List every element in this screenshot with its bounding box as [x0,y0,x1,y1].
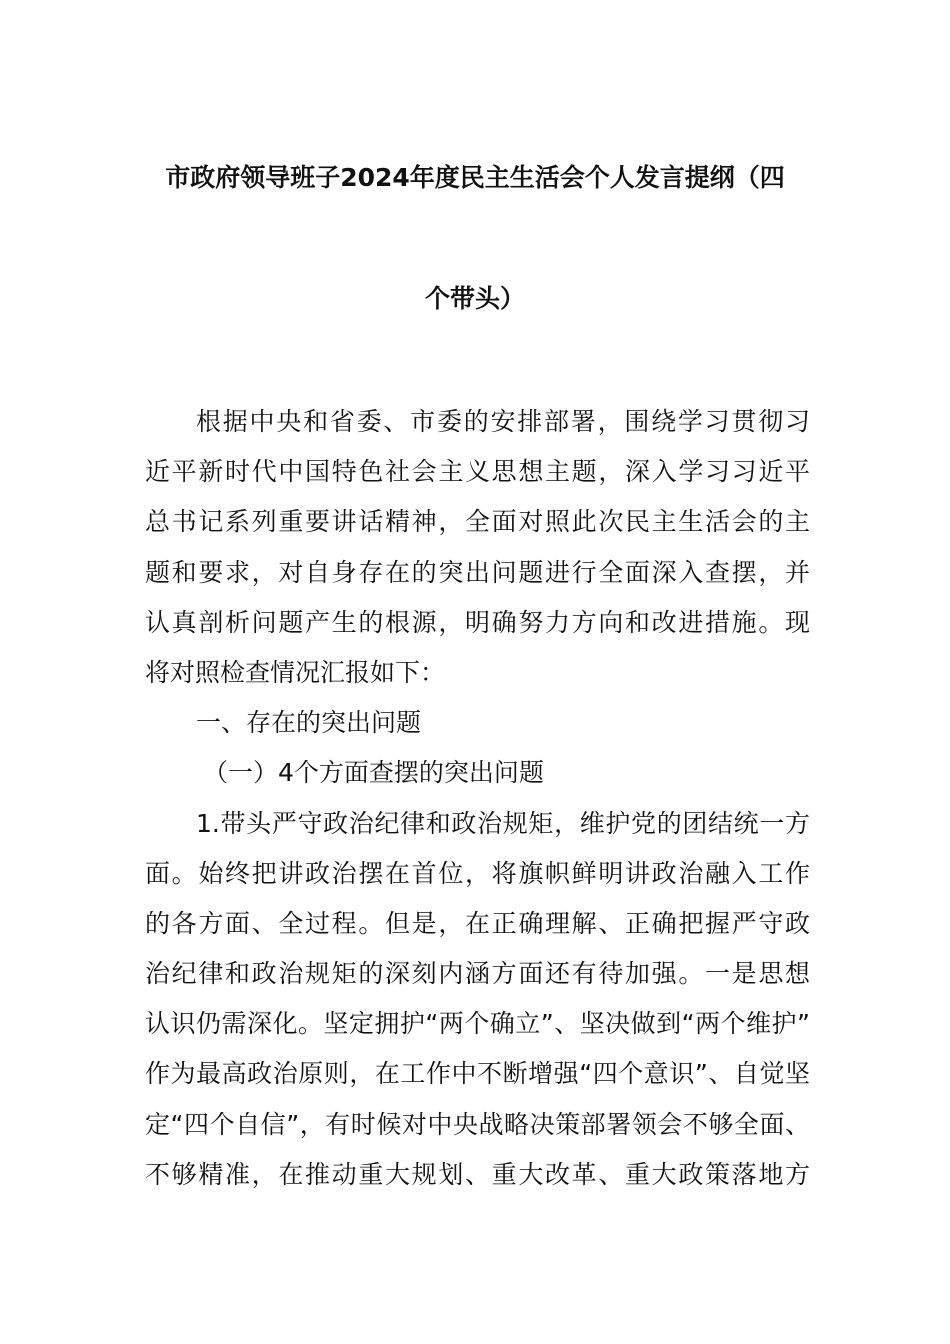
paragraph-line: 题和要求，对自身存在的突出问题进行全面深入查摆，并 [145,557,810,587]
subsection-heading: （一）4个方面查摆的突出问题 [203,758,544,788]
paragraph-line: 总书记系列重要讲话精神，全面对照此次民主生活会的主 [145,507,810,537]
paragraph-line: 的各方面、全过程。但是，在正确理解、正确把握严守政 [145,908,810,938]
paragraph-line: 近平新时代中国特色社会主义思想主题，深入学习习近平 [145,457,810,487]
paragraph-line: 将对照检查情况汇报如下： [145,657,446,687]
document-title-line-1: 市政府领导班子2024年度民主生活会个人发言提纲（四 [165,163,785,192]
section-heading: 一、存在的突出问题 [196,708,422,738]
paragraph-line: 作为最高政治原则，在工作中不断增强“四个意识”、自觉坚 [145,1059,810,1089]
paragraph-line: 治纪律和政治规矩的深刻内涵方面还有待加强。一是思想 [145,959,810,989]
paragraph-line: 根据中央和省委、市委的安排部署，围绕学习贯彻习 [196,407,810,436]
paragraph-line: 认真剖析问题产生的根源，明确努力方向和改进措施。现 [145,607,810,637]
paragraph-line: 不够精准，在推动重大规划、重大改革、重大政策落地方 [145,1159,810,1189]
paragraph-line: 定“四个自信”，有时候对中央战略决策部署领会不够全面、 [145,1109,810,1139]
document-body [145,402,810,1205]
paragraph-line: 认识仍需深化。坚定拥护“两个确立”、坚决做到“两个维护” [145,1009,810,1039]
document-title-line-2: 个带头） [424,284,525,313]
paragraph-line: 面。始终把讲政治摆在首位，将旗帜鲜明讲政治融入工作 [145,858,810,888]
paragraph-line: 1.带头严守政治纪律和政治规矩，维护党的团结统一方 [196,808,810,838]
